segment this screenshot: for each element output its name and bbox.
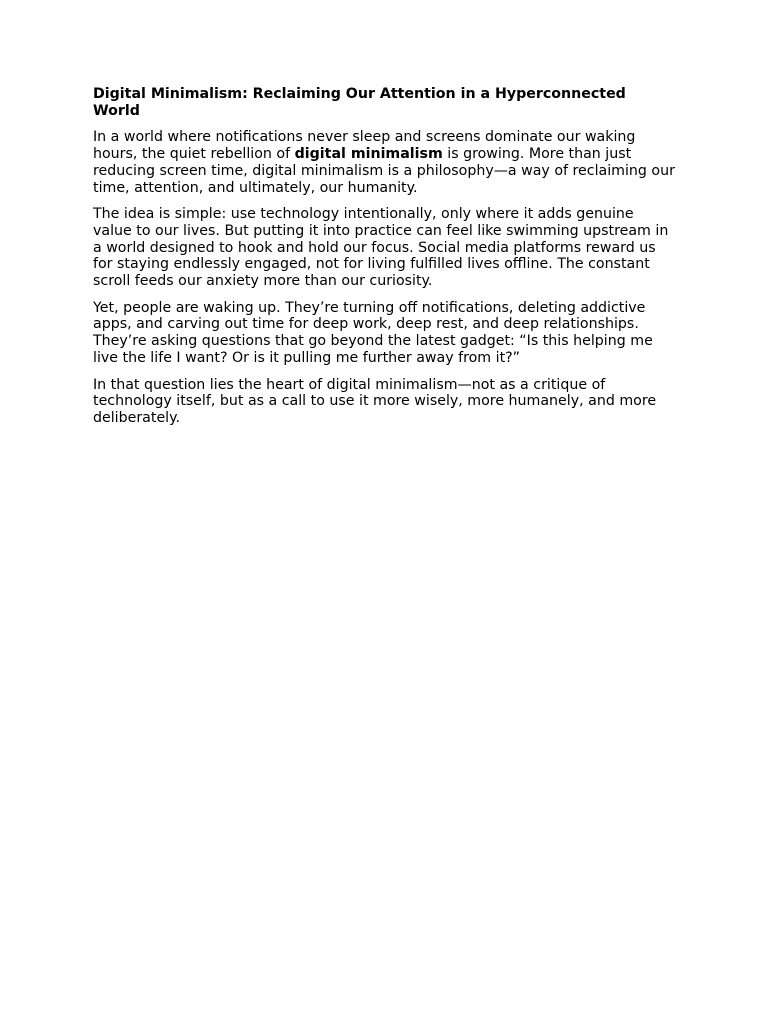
paragraph-intro-lead: In a world where notifications never sleep and screens dominate our waking hours, the quiet rebellion of <box>93 129 636 163</box>
document-body <box>93 86 675 437</box>
paragraph-waking-up: Yet, people are waking up. They’re turning off notifications, deleting addictive apps, and carving out time for deep work, deep rest, and deep relationships. They’re asking questions that go beyond the latest gadget: “Is this helping me live the life I want? Or is it pulling me further away from it?” <box>93 299 653 366</box>
paragraph-idea: The idea is simple: use technology intentionally, only where it adds genuine value to our lives. But putting it into practice can feel like swimming upstream in a world designed to hook and hold our focus. Social media platforms reward us for staying endlessly engaged, not for living fulfilled lives offline. The constant scroll feeds our anxiety more than our curiosity. <box>93 206 669 290</box>
paragraph-conclusion: In that question lies the heart of digital minimalism—not as a critique of technology itself, but as a call to use it more wisely, more humanely, and more deliberately. <box>93 376 657 426</box>
paragraph-intro-rest: is growing. More than just reducing screen time, digital minimalism is a philosophy—a way of reclaiming our time, attention, and ultimately, our humanity. <box>93 146 675 196</box>
emphasis-digital-minimalism: digital minimalism <box>294 146 443 163</box>
document-title: Digital Minimalism: Reclaiming Our Attention in a Hyperconnected World <box>93 86 626 119</box>
paragraph-intro <box>93 129 675 196</box>
